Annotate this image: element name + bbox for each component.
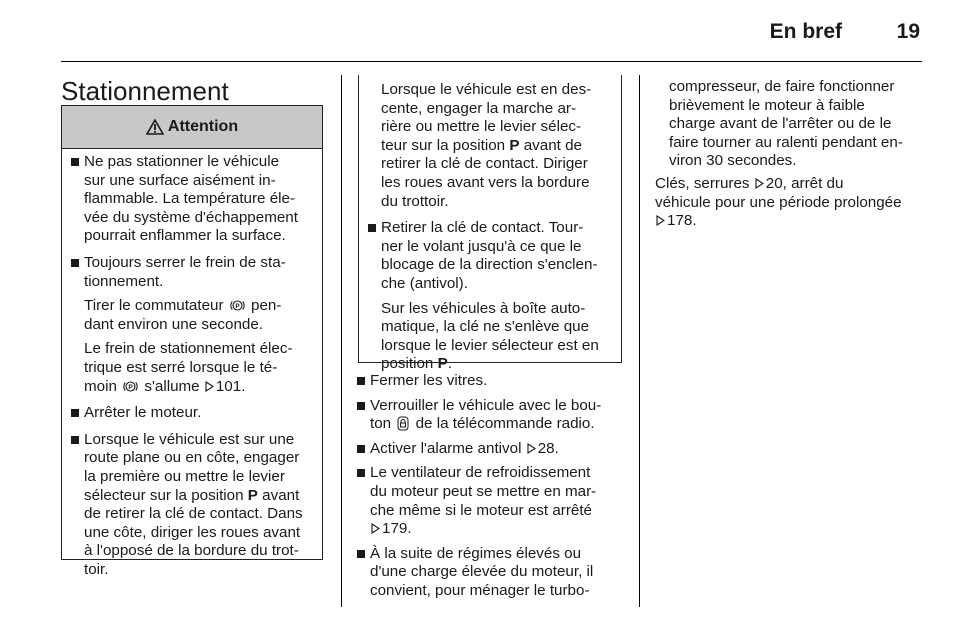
middle-list	[356, 372, 622, 601]
warning-triangle-icon	[146, 119, 164, 135]
parking-brake-icon	[230, 298, 245, 313]
column-divider-left	[341, 75, 342, 607]
page-reference-icon	[755, 178, 764, 189]
chapter-title: En bref	[769, 20, 842, 43]
list-item: Retirer la clé de contact. Tour- ner le volant jusqu'à ce que le blocage de la direction s'enclen- che (antivol).	[367, 219, 617, 293]
paragraph: Tirer le commutateur P pen- dant environ une seconde.	[84, 297, 282, 333]
svg-text:P: P	[128, 383, 133, 391]
paragraph: Lorsque le véhicule est en des- cente, engager la marche ar- rière ou mettre le levier sélec- teur sur la position P avant de retirer la clé de contact. Diriger les roues avant vers la bordure du trottoir.	[381, 81, 592, 210]
list-item: Le ventilateur de refroidissement du moteur peut se mettre en mar- che même si le moteur est arrêté 179.	[356, 464, 622, 538]
svg-text:P: P	[235, 303, 240, 311]
warning-content	[70, 153, 316, 579]
list-item: À la suite de régimes élevés ou d'une charge élevée du moteur, il convient, pour ménager le turbo-	[356, 545, 622, 601]
section-title: Stationnement	[61, 76, 229, 106]
page-reference-icon	[205, 381, 214, 392]
page-number: 19	[896, 20, 920, 43]
warning-box-continued	[358, 75, 622, 373]
page-reference-icon	[371, 523, 380, 534]
column-divider-right	[639, 75, 640, 607]
page-reference-icon	[527, 443, 536, 454]
list-item: Fermer les vitres.	[356, 372, 622, 391]
list-item: Activer l'alarme antivol 28.	[356, 440, 622, 459]
paragraph: Sur les véhicules à boîte auto- matique, la clé ne s'enlève que lorsque le levier sélecteur est en position P.	[381, 299, 599, 373]
paragraph: compresseur, de faire fonctionner brièvement le moteur à faible charge avant de l'arrêter ou de le faire tourner au ralenti pendant en- viron 30 secondes.	[669, 78, 903, 170]
header-rule	[61, 61, 922, 62]
list-item: Lorsque le véhicule est sur une route plane ou en côte, engager la première ou mettre le levier sélecteur sur la position P avant de retirer la clé de contact. Dans une côte, diriger les roues avant à l'opposé de la bordure du trot- toir.	[70, 431, 316, 580]
right-column	[655, 78, 925, 231]
parking-brake-icon	[123, 379, 138, 394]
lock-button-icon	[397, 416, 409, 431]
list-item: Toujours serrer le frein de sta- tionnement.	[70, 254, 316, 291]
cross-reference: Clés, serrures 20, arrêt du véhicule pour une période prolongée 178.	[655, 174, 902, 230]
page-header	[0, 0, 960, 62]
page-reference-icon	[656, 215, 665, 226]
paragraph: Le frein de stationnement élec- trique est serré lorsque le té- moin P s'allume 101.	[84, 340, 293, 395]
warning-box-header	[62, 106, 322, 149]
warning-content-continued	[367, 81, 617, 374]
list-item: Ne pas stationner le véhicule sur une surface aisément in- flammable. La température éle- vée du système d'échappement pourrait enflammer la surface.	[70, 153, 316, 246]
warning-box	[61, 105, 323, 578]
list-item: Arrêter le moteur.	[70, 404, 316, 423]
list-item: Verrouiller le véhicule avec le bou- ton de la télécommande radio.	[356, 397, 622, 434]
warning-label: Attention	[167, 118, 239, 135]
